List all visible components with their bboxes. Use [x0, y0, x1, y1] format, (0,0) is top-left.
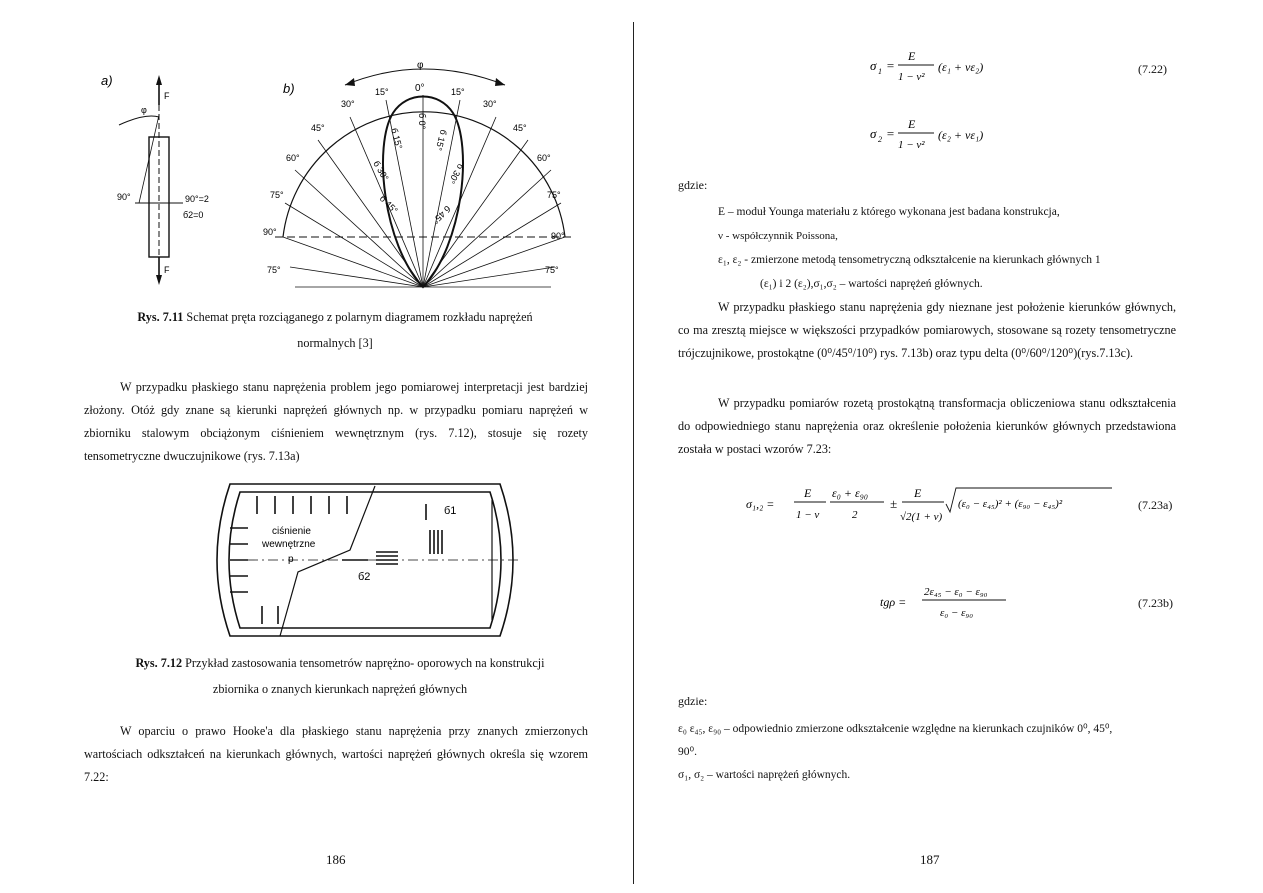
angle-60-right: 60°	[537, 153, 551, 163]
svg-text:1 − ν: 1 − ν	[796, 509, 820, 521]
angle-30-right: 30°	[483, 99, 497, 109]
fig-712-p-label: p	[288, 554, 294, 565]
caption-7-11-label: Rys. 7.11	[137, 310, 184, 324]
equation-7-23b	[880, 580, 1010, 624]
equation-7-23a	[744, 480, 1114, 530]
eq-7-23a-number: (7.23a)	[1138, 498, 1173, 512]
sigma-30-left: б 30°	[371, 159, 391, 183]
left-paragraph-1: W przypadku płaskiego stanu naprężenia problem jego pomiarowej interpretacji jest bardziej złożony. Otóż gdy znane są kierunki naprężeń głównych np. w przypadku pomiaru naprężeń w zbiorniku stalowym obciążonym ciśnieniem wewnętrznym (rys. 7.12), stosuje się rozety tensometryczne dwuczujnikowe (rys. 7.13a)	[84, 380, 588, 463]
svg-text:ε₀ + ε₉₀: ε₀ + ε₉₀	[832, 486, 869, 500]
caption-7-11-line2: normalnych [3]	[297, 336, 373, 350]
angle-60-left: 60°	[286, 153, 300, 163]
sigma-45-left: б 45°	[377, 193, 400, 216]
fig-a-angle-right: 90°=2	[185, 194, 209, 204]
svg-text:E: E	[908, 117, 916, 131]
right-paragraph-1: W przypadku płaskiego stanu naprężenia gdy nieznane jest położenie kierunków głównych, co ma zresztą miejsce w większości przypadków pomiarowych, stosowane są rozety tensometryczne trójczujnikowe, prostokątne (0⁰/45⁰/10⁰) rys. 7.13b) oraz typu delta (0⁰/60⁰/120⁰)(rys.7.13c).	[678, 300, 1176, 360]
equation-7-22-sigma2	[868, 112, 1008, 156]
svg-text:σ: σ	[870, 58, 877, 73]
angle-75b-left: 75°	[267, 265, 281, 275]
angle-45-right: 45°	[513, 123, 527, 133]
caption-7-12-line2: zbiornika o znanych kierunkach naprężeń głównych	[212, 682, 468, 696]
svg-text:1: 1	[878, 67, 882, 76]
caption-7-12-text: Przykład zastosowania tensometrów naprężno- oporowych na konstrukcji	[182, 656, 545, 670]
eq-7-22-number: (7.22)	[1138, 62, 1167, 76]
angle-90-right: 90°	[551, 231, 565, 241]
fig-b-label: b)	[283, 81, 295, 96]
right-paragraph-2: W przypadku pomiarów rozetą prostokątną transformacja obliczeniowa stanu odkształcenia do odpowiedniego stanu naprężenia oraz określenie położenia kierunków głównych przedstawiona została w postaci wzorów 7.23:	[678, 396, 1176, 456]
definition-eps-angles-cont: 90⁰.	[678, 746, 697, 758]
svg-text:±: ±	[890, 496, 898, 511]
equation-7-22-sigma1	[868, 44, 1008, 88]
definition-eps-cont: (ε₁) i 2 (ε₂),σ₁,σ₂ – wartości naprężeń głównych.	[760, 278, 983, 290]
fig-a-angle-left: 90°	[117, 192, 131, 202]
angle-15-right: 15°	[451, 87, 465, 97]
svg-text:(ε₂ + νε₁): (ε₂ + νε₁)	[938, 128, 984, 142]
phi-arc	[119, 116, 159, 125]
sigma-0: б 0°	[417, 113, 427, 130]
svg-text:(ε₁ + νε₂): (ε₁ + νε₂)	[938, 60, 984, 74]
svg-text:2: 2	[878, 135, 882, 144]
angle-15-left: 15°	[375, 87, 389, 97]
svg-text:1 − ν²: 1 − ν²	[898, 71, 925, 83]
svg-text:=: =	[886, 58, 895, 73]
force-bottom-label: F	[164, 265, 170, 275]
angle-30-left: 30°	[341, 99, 355, 109]
caption-7-12-label: Rys. 7.12	[135, 656, 183, 670]
figure-711a	[95, 55, 245, 285]
fig-712-sigma2: б2	[358, 571, 371, 583]
fig-712-pressure-line2: wewnętrzne	[262, 539, 316, 550]
definition-eps: ε₁, ε₂ - zmierzone metodą tensometryczną odkształcenie na kierunkach głównych 1	[718, 254, 1101, 266]
definition-v: ν - współczynnik Poissona,	[718, 230, 838, 242]
definition-E: E – moduł Younga materiału z którego wykonana jest badana konstrukcja,	[718, 206, 1060, 218]
page-number-left: 186	[326, 852, 346, 867]
force-top-label: F	[164, 91, 170, 101]
right-page	[636, 0, 1263, 893]
svg-text:=: =	[886, 126, 895, 141]
page-divider	[633, 22, 634, 884]
svg-text:σ: σ	[870, 126, 877, 141]
figure-711b-polar-diagram	[255, 55, 585, 295]
angle-75-right: 75°	[547, 190, 561, 200]
svg-text:ε₀ − ε₉₀: ε₀ − ε₉₀	[940, 607, 974, 619]
figure-712-tank	[200, 480, 530, 642]
fig-a-phi: φ	[141, 105, 147, 115]
svg-text:tgρ =: tgρ =	[880, 595, 907, 609]
svg-text:(ε₀ − ε₄₅)² + (ε₉₀ − ε₄₅)²: (ε₀ − ε₄₅)² + (ε₉₀ − ε₄₅)²	[958, 498, 1063, 510]
svg-text:1 − ν²: 1 − ν²	[898, 139, 925, 151]
gdzie-1: gdzie:	[678, 178, 708, 192]
angle-90-left: 90°	[263, 227, 277, 237]
sigma-30-right: б 30°	[446, 162, 466, 186]
caption-7-11	[60, 304, 610, 356]
fig-712-sigma1: б1	[444, 505, 457, 517]
angle-75-left: 75°	[270, 190, 284, 200]
angle-45-left: 45°	[311, 123, 325, 133]
svg-text:σ₁,₂ =: σ₁,₂ =	[746, 497, 775, 511]
caption-7-12	[60, 650, 620, 702]
eq-7-23b-number: (7.23b)	[1138, 596, 1173, 610]
angle-0: 0°	[415, 83, 425, 94]
fig-a-sigma-zero: б2=0	[183, 210, 204, 220]
svg-text:2ε₄₅ − ε₀ − ε₉₀: 2ε₄₅ − ε₀ − ε₉₀	[924, 586, 988, 598]
svg-text:E: E	[908, 49, 916, 63]
definition-sigma: σ₁, σ₂ – wartości naprężeń głównych.	[678, 769, 851, 781]
left-paragraph-2: W oparciu o prawo Hooke'a dla płaskiego stanu naprężenia przy znanych zmierzonych wartościach odkształceń na kierunkach głównych, wartości naprężeń głównych określa się wzorem 7.22:	[84, 724, 588, 784]
sigma-15-right: б 15°	[433, 128, 449, 152]
caption-7-11-text: Schemat pręta rozciąganego z polarnym diagramem rozkładu naprężeń	[183, 310, 533, 324]
gdzie-2: gdzie:	[678, 694, 708, 708]
svg-text:2: 2	[852, 509, 858, 521]
definition-eps-angles: ε₀ ε₄₅, ε₉₀ – odpowiednio zmierzone odkształcenie względne na kierunkach czujników 0⁰, 45⁰,	[678, 723, 1113, 735]
svg-text:E: E	[914, 486, 922, 500]
sigma-15-left: б 15°	[389, 126, 405, 151]
svg-text:√2(1 + ν): √2(1 + ν)	[900, 511, 943, 523]
sigma-45-right: б 45°	[430, 203, 453, 226]
fig-a-label: a)	[101, 73, 113, 88]
angle-75b-right: 75°	[545, 265, 559, 275]
page-number-right: 187	[920, 852, 940, 867]
svg-text:E: E	[804, 486, 812, 500]
fig-b-phi: φ	[417, 60, 424, 71]
fig-712-pressure-line1: ciśnienie	[272, 526, 311, 537]
